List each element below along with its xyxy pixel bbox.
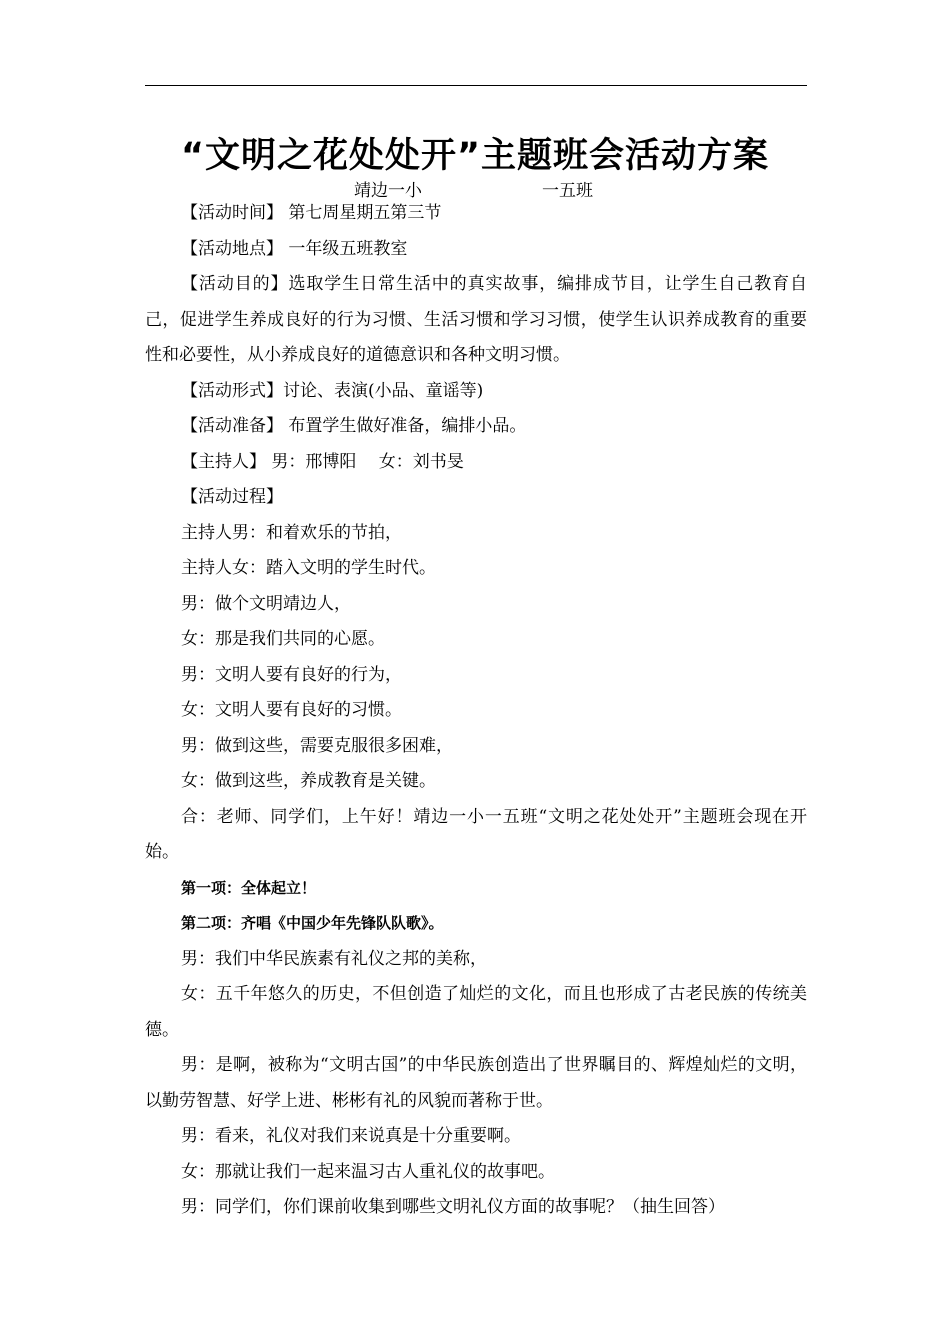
- dialogue-line: 主持人男：和着欢乐的节拍，: [181, 522, 402, 543]
- dialogue-line: 女：那就让我们一起来温习古人重礼仪的故事吧。: [181, 1161, 555, 1182]
- dialogue-line: 女：文明人要有良好的习惯。: [181, 700, 402, 720]
- paragraph-activity-process: 【活动过程】: [181, 487, 283, 507]
- paragraph-activity-time: 【活动时间】 第七周星期五第三节: [181, 203, 442, 223]
- paragraph-activity-location: 【活动地点】 一年级五班教室: [181, 238, 408, 259]
- dialogue-line: 男：我们中华民族素有礼仪之邦的美称，: [181, 948, 487, 969]
- dialogue-line: 主持人女：踏入文明的学生时代。: [181, 558, 436, 578]
- class-name: 一五班: [542, 181, 593, 201]
- dialogue-line: 女：五千年悠久的历史，不但创造了灿烂的文化，而且也形成了古老民族的传统美德。: [145, 984, 807, 1040]
- dialogue-line: 男：看来，礼仪对我们来说真是十分重要啊。: [181, 1126, 521, 1146]
- agenda-item-1: 第一项：全体起立！: [181, 878, 317, 897]
- header-rule: [145, 85, 807, 86]
- dialogue-line: 女：做到这些，养成教育是关键。: [181, 771, 436, 791]
- document-body: [145, 196, 807, 1226]
- dialogue-line: 男：做到这些，需要克服很多困难，: [181, 735, 453, 756]
- paragraph-activity-form: 【活动形式】讨论、表演(小品、童谣等): [181, 380, 484, 401]
- dialogue-line: 合：老师、同学们，上午好！靖边一小一五班“文明之花处处开”主题班会现在开始。: [145, 806, 807, 862]
- paragraph-activity-preparation: 【活动准备】 布置学生做好准备，编排小品。: [181, 416, 527, 436]
- school-name: 靖边一小: [354, 181, 422, 201]
- dialogue-line: 男：是啊，被称为“文明古国”的中华民族创造出了世界瞩目的、辉煌灿烂的文明，以勤劳智慧、好学上进、彬彬有礼的风貌而著称于世。: [145, 1055, 807, 1111]
- dialogue-line: 女：那是我们共同的心愿。: [181, 629, 385, 649]
- paragraph-hosts: 【主持人】 男：邢博阳 女：刘书旻: [181, 451, 464, 472]
- dialogue-line: 男：做个文明靖边人，: [181, 593, 351, 614]
- dialogue-line: 男：同学们，你们课前收集到哪些文明礼仪方面的故事呢？（抽生回答）: [181, 1197, 725, 1217]
- document-title: “文明之花处处开”主题班会活动方案: [180, 136, 769, 176]
- dialogue-line: 男：文明人要有良好的行为，: [181, 664, 402, 685]
- agenda-item-2: 第二项：齐唱《中国少年先锋队队歌》。: [181, 914, 444, 932]
- paragraph-activity-purpose: 【活动目的】选取学生日常生活中的真实故事，编排成节目，让学生自己教育自己，促进学生养成良好的行为习惯、生活习惯和学习习惯，使学生认识养成教育的重要性和必要性，从小养成良好的道德意识和各种文明习惯。: [145, 274, 807, 365]
